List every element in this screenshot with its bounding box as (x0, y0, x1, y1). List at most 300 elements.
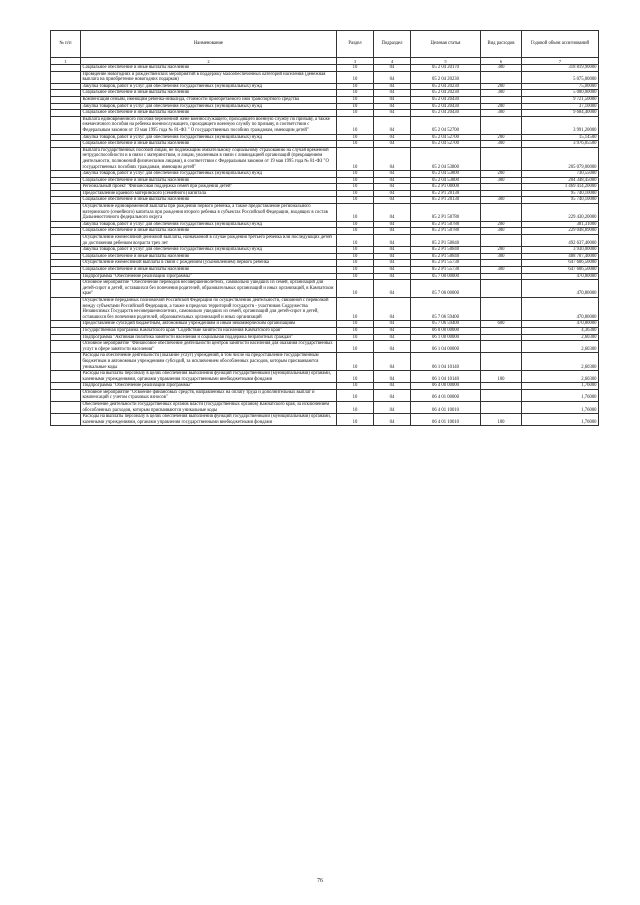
row-amount: 3 991,20000 (522, 116, 599, 134)
row-expense-type: 300 (481, 253, 522, 260)
row-expense-type (481, 280, 522, 298)
row-amount: 318 819,90000 (522, 65, 599, 72)
table-row (51, 228, 599, 235)
row-amount: 488 707,40000 (522, 253, 599, 260)
row-name: Осуществление единовременной выплаты при рождении первого ребенка, а также предоставление регионального материнского (семейного) капитала при рождении второго ребенка в субъектах Российской Федерации, входящих в состав Дальневосточного федерального округа (81, 204, 337, 222)
row-subsection: 04 (374, 190, 411, 197)
row-name: Социальное обеспечение и иные выплаты населению (81, 177, 337, 184)
row-target: 05 2 04 20430 (411, 96, 481, 103)
row-name: Подпрограмма "Активная политика занятости населения и социальная поддержка безработных граждан" (81, 334, 337, 341)
row-target: 06 4 01 00000 (411, 389, 481, 401)
row-number (51, 402, 81, 414)
row-target: 05 2 P1 50780 (411, 221, 481, 228)
budget-table (50, 30, 599, 426)
row-expense-type (481, 235, 522, 247)
header-section: Раздел (337, 31, 374, 58)
row-target: 06 0 00 00000 (411, 327, 481, 334)
row-expense-type (481, 327, 522, 334)
row-expense-type: 300 (481, 228, 522, 235)
row-expense-type (481, 334, 522, 341)
row-number (51, 116, 81, 134)
row-name: Закупка товаров, работ и услуг для обеспечения государственных (муниципальных) нужд (81, 221, 337, 228)
table-body (51, 65, 599, 426)
row-amount: 470,80000 (522, 280, 599, 298)
row-amount: 9 721,50000 (522, 96, 599, 103)
row-number (51, 273, 81, 280)
row-section: 10 (337, 171, 374, 178)
column-number: 1 (51, 58, 81, 65)
row-target: 05 2 P1 50780 (411, 204, 481, 222)
row-target: 05 2 P1 00000 (411, 184, 481, 191)
row-target: 05 2 04 20430 (411, 103, 481, 110)
row-name: Закупка товаров, работ и услуг для обеспечения государственных (муниципальных) нужд (81, 83, 337, 90)
row-name: Социальное обеспечение и иные выплаты населению (81, 90, 337, 97)
row-expense-type (481, 147, 522, 170)
row-name: Социальное обеспечение и иные выплаты населению (81, 65, 337, 72)
table-row (51, 171, 599, 178)
row-subsection: 04 (374, 297, 411, 320)
row-number (51, 190, 81, 197)
row-section: 10 (337, 110, 374, 117)
row-subsection: 04 (374, 389, 411, 401)
table-row (51, 190, 599, 197)
row-target: 05 2 04 20170 (411, 65, 481, 72)
table-row (51, 90, 599, 97)
row-amount: 9 684,40000 (522, 110, 599, 117)
row-number (51, 334, 81, 341)
row-section: 10 (337, 83, 374, 90)
table-row (51, 253, 599, 260)
row-subsection: 04 (374, 321, 411, 328)
row-subsection: 04 (374, 260, 411, 267)
column-number: 4 (374, 58, 411, 65)
table-row (51, 267, 599, 274)
row-amount: 4,36300 (522, 327, 599, 334)
row-number (51, 134, 81, 141)
row-amount: 95 740,10000 (522, 190, 599, 197)
row-amount: 647 606,50000 (522, 267, 599, 274)
row-expense-type (481, 260, 522, 267)
row-name: Предоставление субсидий бюджетным, автономным учреждениям и иным некоммерческим организациям (81, 321, 337, 328)
row-number (51, 371, 81, 383)
row-name: Расходы на выплаты персоналу в целях обеспечения выполнения функций государственными (муниципальными) органами, казенными учреждениями, органами управления государственными внебюджетными фондами (81, 371, 337, 383)
column-number-row (51, 58, 599, 65)
row-amount: 229 048,89000 (522, 228, 599, 235)
row-name: Социальное обеспечение и иные выплаты населению (81, 141, 337, 148)
row-number (51, 414, 81, 426)
row-target: 06 1 04 10140 (411, 371, 481, 383)
row-target: 05 2 P1 50840 (411, 253, 481, 260)
row-expense-type: 300 (481, 267, 522, 274)
budget-sheet (50, 30, 598, 426)
row-subsection: 04 (374, 83, 411, 90)
table-row (51, 103, 599, 110)
row-number (51, 383, 81, 390)
row-expense-type (481, 204, 522, 222)
row-amount: 730,55000 (522, 171, 599, 178)
table-row (51, 383, 599, 390)
row-section: 10 (337, 103, 374, 110)
row-amount: 2,60300 (522, 334, 599, 341)
row-subsection: 04 (374, 235, 411, 247)
row-subsection: 04 (374, 414, 411, 426)
row-number (51, 90, 81, 97)
row-expense-type (481, 273, 522, 280)
row-target: 05 2 04 53800 (411, 177, 481, 184)
row-expense-type (481, 96, 522, 103)
row-target: 05 7 06 59400 (411, 321, 481, 328)
table-row (51, 221, 599, 228)
row-amount: 1,76000 (522, 402, 599, 414)
row-expense-type: 200 (481, 221, 522, 228)
row-subsection: 04 (374, 228, 411, 235)
row-subsection: 04 (374, 371, 411, 383)
row-amount: 1 469 414,20000 (522, 184, 599, 191)
row-subsection: 04 (374, 184, 411, 191)
table-row (51, 83, 599, 90)
table-row (51, 321, 599, 328)
row-expense-type: 200 (481, 171, 522, 178)
row-name: Осуществление ежемесячной выплаты в связи с рождением (усыновлением) первого ребенка (81, 260, 337, 267)
row-section: 10 (337, 267, 374, 274)
row-target: 06 1 00 00000 (411, 334, 481, 341)
table-row (51, 147, 599, 170)
row-subsection: 04 (374, 103, 411, 110)
row-number (51, 103, 81, 110)
row-subsection: 04 (374, 402, 411, 414)
row-name: Основное мероприятие "Финансовое обеспечение деятельности центров занятости населения для оказания государственных услуг в сфере занятости населения" (81, 341, 337, 353)
row-section: 10 (337, 280, 374, 298)
row-target: 05 7 06 59400 (411, 297, 481, 320)
row-target: 05 2 04 20230 (411, 71, 481, 83)
table-row (51, 197, 599, 204)
row-subsection: 04 (374, 65, 411, 72)
row-name: Подпрограмма "Обеспечение реализации Программы" (81, 383, 337, 390)
table-row (51, 280, 599, 298)
table-row (51, 297, 599, 320)
row-amount: 470,80000 (522, 273, 599, 280)
row-expense-type: 300 (481, 65, 522, 72)
row-target: 05 2 04 53800 (411, 147, 481, 170)
row-subsection: 04 (374, 247, 411, 254)
row-subsection: 04 (374, 141, 411, 148)
row-section: 10 (337, 204, 374, 222)
table-row (51, 402, 599, 414)
row-expense-type: 300 (481, 177, 522, 184)
row-section: 10 (337, 116, 374, 134)
row-target: 05 2 P1 20130 (411, 190, 481, 197)
row-name: Предоставление краевого материнского (семейного) капитала (81, 190, 337, 197)
row-target: 05 2 P1 20130 (411, 197, 481, 204)
row-section: 10 (337, 184, 374, 191)
table-row (51, 65, 599, 72)
row-section: 10 (337, 327, 374, 334)
table-row (51, 414, 599, 426)
row-number (51, 83, 81, 90)
row-subsection: 04 (374, 171, 411, 178)
row-number (51, 297, 81, 320)
table-row (51, 334, 599, 341)
row-subsection: 04 (374, 116, 411, 134)
row-subsection: 04 (374, 197, 411, 204)
table-row (51, 184, 599, 191)
row-amount: 2,60300 (522, 353, 599, 371)
row-number (51, 235, 81, 247)
row-target: 05 2 04 53800 (411, 171, 481, 178)
row-amount: 5 075,00000 (522, 71, 599, 83)
row-amount: 15,14500 (522, 134, 599, 141)
row-section: 10 (337, 71, 374, 83)
row-expense-type: 300 (481, 197, 522, 204)
row-section: 10 (337, 147, 374, 170)
row-expense-type: 100 (481, 371, 522, 383)
table-row (51, 341, 599, 353)
row-section: 10 (337, 297, 374, 320)
row-number (51, 321, 81, 328)
row-amount: 2,60300 (522, 371, 599, 383)
row-expense-type (481, 297, 522, 320)
row-expense-type (481, 71, 522, 83)
table-row (51, 71, 599, 83)
row-target: 06 4 01 10010 (411, 414, 481, 426)
row-name: Основное мероприятие "Освоение финансовых средств, направленных на оплату труда и дополнительных выплат и компенсаций с учетом страховых взносов" (81, 389, 337, 401)
column-number: 7 (522, 58, 599, 65)
row-section: 10 (337, 235, 374, 247)
table-row (51, 204, 599, 222)
row-amount: 3 976,05500 (522, 141, 599, 148)
row-name: Выплата единовременного пособия беременной жене военнослужащего, проходящего военную службу по призыву, а также ежемесячного пособия на ребенка военнослужащего, проходящего военную службу по призыву, в соответствии с Федеральным законом от 19 мая 1995 года № 81-ФЗ " О государственных пособиях гражданам, имеющим детей" (81, 116, 337, 134)
row-number (51, 228, 81, 235)
column-number: 5 (411, 58, 481, 65)
row-subsection: 04 (374, 253, 411, 260)
row-section: 10 (337, 321, 374, 328)
row-number (51, 96, 81, 103)
row-expense-type: 300 (481, 110, 522, 117)
row-subsection: 04 (374, 327, 411, 334)
row-number (51, 197, 81, 204)
row-name: Расходы на обеспечение деятельности (оказание услуг) учреждений, в том числе на предоставление государственным бюджетным и автономным учреждениям субсидий, за исключением обособленных расходов, которым присваиваются уникальные коды (81, 353, 337, 371)
row-target: 05 2 04 52700 (411, 116, 481, 134)
table-row (51, 353, 599, 371)
row-expense-type: 100 (481, 414, 522, 426)
row-section: 10 (337, 371, 374, 383)
column-number: 6 (481, 58, 522, 65)
row-expense-type: 200 (481, 247, 522, 254)
row-number (51, 280, 81, 298)
row-number (51, 253, 81, 260)
row-expense-type: 300 (481, 90, 522, 97)
row-section: 10 (337, 334, 374, 341)
row-subsection: 04 (374, 71, 411, 83)
table-row (51, 110, 599, 117)
row-name: Расходы на выплаты персоналу в целях обеспечения выполнения функций государственными (муниципальными) органами, казенными учреждениями, органами управления государственными внебюджетными фондами (81, 414, 337, 426)
row-section: 10 (337, 353, 374, 371)
table-row (51, 96, 599, 103)
row-amount: 95 740,10000 (522, 197, 599, 204)
row-amount: 1,76000 (522, 414, 599, 426)
row-name: Осуществление ежемесячной денежной выплаты, назначаемой в случае рождения третьего ребенка или последующих детей до достижения ребенком возраста трех лет (81, 235, 337, 247)
row-amount: 75,00000 (522, 83, 599, 90)
table-row (51, 327, 599, 334)
header-target: Целевая статья (411, 31, 481, 58)
row-name: Региональный проект "Финансовая поддержка семей при рождении детей" (81, 184, 337, 191)
row-name: Социальное обеспечение и иные выплаты населению (81, 228, 337, 235)
row-section: 10 (337, 228, 374, 235)
row-subsection: 04 (374, 353, 411, 371)
row-number (51, 260, 81, 267)
row-number (51, 327, 81, 334)
row-amount: 1,76000 (522, 383, 599, 390)
row-expense-type: 600 (481, 321, 522, 328)
table-row (51, 247, 599, 254)
row-name: Подпрограмма "Обеспечение реализации Программы" (81, 273, 337, 280)
row-name: Закупка товаров, работ и услуг для обеспечения государственных (муниципальных) нужд (81, 134, 337, 141)
table-row (51, 116, 599, 134)
row-expense-type (481, 190, 522, 197)
row-expense-type (481, 353, 522, 371)
row-section: 10 (337, 414, 374, 426)
header-no: № п/п (51, 31, 81, 58)
row-section: 10 (337, 90, 374, 97)
table-row (51, 141, 599, 148)
row-section: 10 (337, 197, 374, 204)
row-amount: 205 079,00000 (522, 147, 599, 170)
row-number (51, 353, 81, 371)
row-section: 10 (337, 273, 374, 280)
row-section: 10 (337, 177, 374, 184)
row-number (51, 141, 81, 148)
row-subsection: 04 (374, 147, 411, 170)
row-subsection: 04 (374, 280, 411, 298)
row-expense-type (481, 389, 522, 401)
column-number: 2 (81, 58, 337, 65)
row-number (51, 204, 81, 222)
row-expense-type: 200 (481, 103, 522, 110)
row-section: 10 (337, 221, 374, 228)
row-name: Социальное обеспечение и иные выплаты населению (81, 267, 337, 274)
row-name: Социальное обеспечение и иные выплаты населению (81, 253, 337, 260)
row-section: 10 (337, 389, 374, 401)
row-subsection: 04 (374, 134, 411, 141)
row-name: Выплата государственных пособий лицам, не подлежащим обязательному социальному страхованию на случай временной нетрудоспособности и в связи с материнством, и лицам, уволенным в связи с ликвидацией организаций (прекращением деятельности, полномочий физическими лицами), в соответствии с Федеральным законом от 19 мая 1995 года № 81-ФЗ "О государственных пособиях гражданам, имеющим детей" (81, 147, 337, 170)
row-section: 10 (337, 96, 374, 103)
row-amount: 647 606,50000 (522, 260, 599, 267)
row-name: Государственная программа Камчатского края "Содействие занятости населения Камчатского края" (81, 327, 337, 334)
row-amount: 5 000,00000 (522, 90, 599, 97)
row-name: Социальное обеспечение и иные выплаты населению (81, 110, 337, 117)
row-expense-type: 200 (481, 134, 522, 141)
row-section: 10 (337, 260, 374, 267)
row-target: 05 2 04 20430 (411, 110, 481, 117)
row-number (51, 71, 81, 83)
row-subsection: 04 (374, 334, 411, 341)
row-subsection: 04 (374, 383, 411, 390)
row-number (51, 221, 81, 228)
row-target: 05 2 04 20230 (411, 83, 481, 90)
row-target: 06 1 04 00000 (411, 341, 481, 353)
row-name: Закупка товаров, работ и услуг для обеспечения государственных (муниципальных) нужд (81, 247, 337, 254)
row-amount: 37,10000 (522, 103, 599, 110)
row-amount: 1,76000 (522, 389, 599, 401)
table-row (51, 260, 599, 267)
row-target: 05 7 00 00000 (411, 273, 481, 280)
row-expense-type (481, 402, 522, 414)
table-row (51, 273, 599, 280)
row-name: Проведение новогодних и рождественских мероприятий в поддержку малообеспеченных категорий населения (денежная выплата на приобретение новогодних подарков) (81, 71, 337, 83)
page-number: 76 (317, 878, 323, 884)
row-subsection: 04 (374, 273, 411, 280)
row-name: Закупка товаров, работ и услуг для обеспечения государственных (муниципальных) нужд (81, 171, 337, 178)
row-target: 05 2 P1 55730 (411, 260, 481, 267)
header-row (51, 31, 599, 58)
header-expense-type: Вид расходов (481, 31, 522, 58)
row-name: Социальное обеспечение и иные выплаты населению (81, 197, 337, 204)
table-row (51, 389, 599, 401)
row-subsection: 04 (374, 204, 411, 222)
row-target: 06 4 01 10010 (411, 402, 481, 414)
table-row (51, 371, 599, 383)
header-amount: Годовой объем ассигнований (522, 31, 599, 58)
row-amount: 229 430,20000 (522, 204, 599, 222)
row-number (51, 177, 81, 184)
row-target: 05 2 04 20230 (411, 90, 481, 97)
row-name: Компенсация семьям, имеющим ребенка-инвалида, стоимости приобретаемого ими транспортного средства (81, 96, 337, 103)
row-amount: 204 348,45000 (522, 177, 599, 184)
row-subsection: 04 (374, 110, 411, 117)
row-target: 05 7 06 00000 (411, 280, 481, 298)
row-section: 10 (337, 341, 374, 353)
table-row (51, 235, 599, 247)
row-target: 06 4 00 00000 (411, 383, 481, 390)
row-subsection: 04 (374, 90, 411, 97)
row-section: 10 (337, 247, 374, 254)
row-expense-type: 300 (481, 141, 522, 148)
row-amount: 3 930,00000 (522, 247, 599, 254)
row-expense-type (481, 184, 522, 191)
row-section: 10 (337, 65, 374, 72)
row-target: 05 2 04 52700 (411, 134, 481, 141)
row-number (51, 341, 81, 353)
row-target: 05 2 P1 55730 (411, 267, 481, 274)
row-subsection: 04 (374, 267, 411, 274)
row-target: 06 1 04 10140 (411, 353, 481, 371)
row-name: Осуществление переданных полномочий Российской Федерации по осуществлению деятельности, связанной с перевозкой между субъектами Российской Федерации, а также в пределах территорий государств - участников Содружества Независимых Государств несовершеннолетних, самовольно ушедших из семей, организаций для детей-сирот и детей, оставшихся без попечения родителей, образовательных организаций и иных организаций (81, 297, 337, 320)
table-row (51, 177, 599, 184)
row-subsection: 04 (374, 221, 411, 228)
row-target: 05 2 P1 50840 (411, 235, 481, 247)
row-amount: 2,60300 (522, 341, 599, 353)
row-expense-type (481, 116, 522, 134)
row-section: 10 (337, 402, 374, 414)
row-target: 05 2 P1 50780 (411, 228, 481, 235)
header-name: Наименование (81, 31, 337, 58)
row-number (51, 110, 81, 117)
row-target: 05 2 04 52700 (411, 141, 481, 148)
row-section: 10 (337, 190, 374, 197)
row-section: 10 (337, 253, 374, 260)
table-row (51, 134, 599, 141)
row-section: 10 (337, 141, 374, 148)
row-amount: 470,80000 (522, 297, 599, 320)
row-number (51, 171, 81, 178)
row-subsection: 04 (374, 341, 411, 353)
row-subsection: 04 (374, 96, 411, 103)
header-subsection: Подраздел (374, 31, 411, 58)
row-amount: 470,80000 (522, 321, 599, 328)
row-name: Закупка товаров, работ и услуг для обеспечения государственных (муниципальных) нужд (81, 103, 337, 110)
column-number: 3 (337, 58, 374, 65)
row-section: 10 (337, 134, 374, 141)
